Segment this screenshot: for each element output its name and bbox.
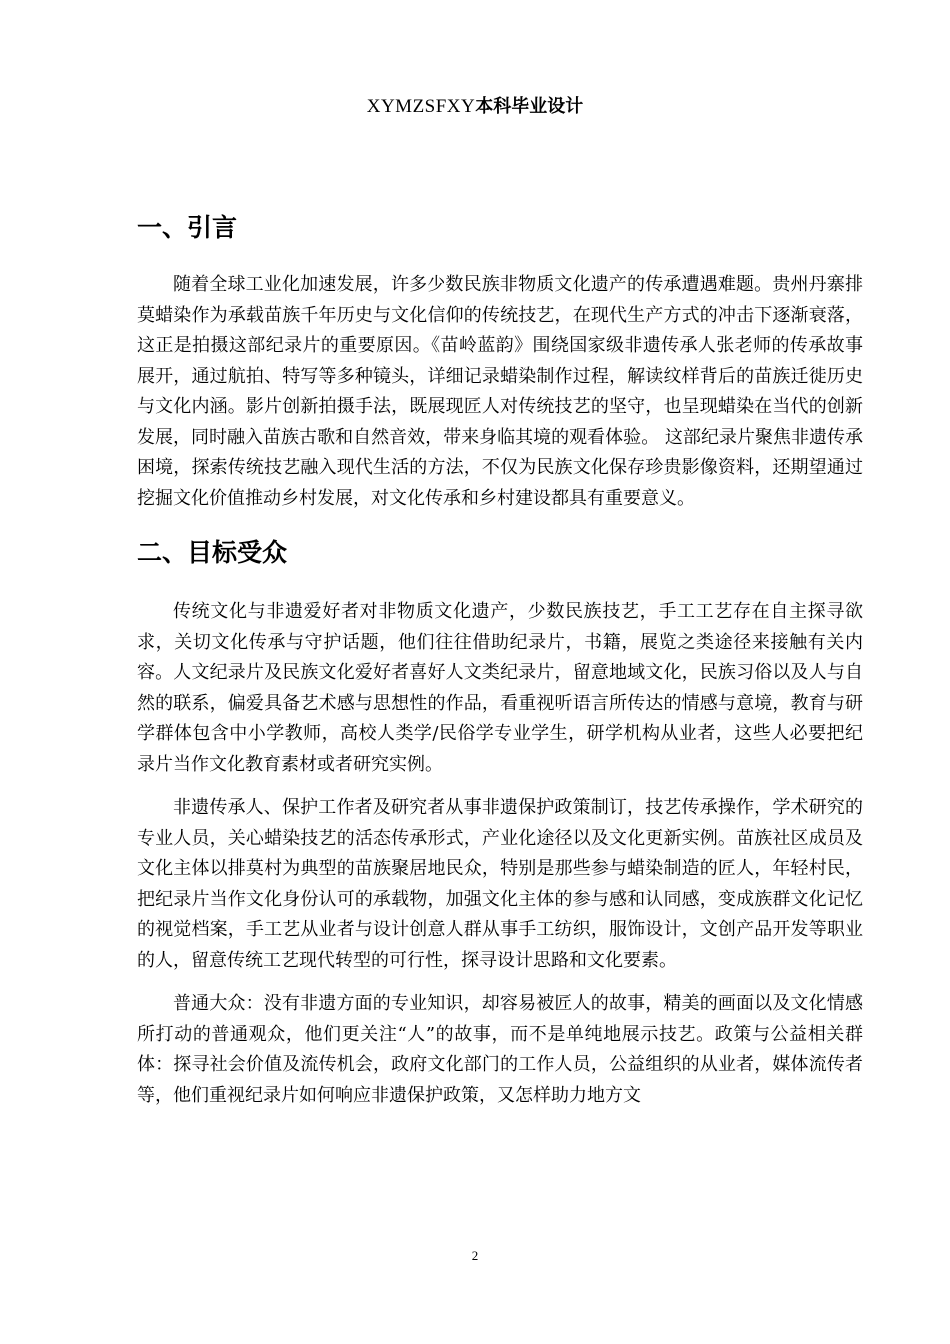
page-header [0, 93, 950, 120]
document-body [137, 208, 863, 1111]
header-title: 本科毕业设计 [475, 96, 584, 117]
section-heading-target-audience: 二、目标受众 [137, 538, 288, 567]
section-heading-introduction: 一、引言 [137, 213, 238, 242]
audience-paragraph-1: 传统文化与非遗爱好者对非物质文化遗产，少数民族技艺，手工工艺存在自主探寻欲求，关切文化传承与守护话题，他们往往借助纪录片，书籍，展览之类途径来接触有关内容。人文纪录片及民族文化爱好者喜好人文类纪录片，留意地域文化，民族习俗以及人与自然的联系，偏爱具备艺术感与思想性的作品，看重视听语言所传达的情感与意境，教育与研学群体包含中小学教师，高校人类学/民俗学专业学生，研学机构从业者，这些人必要把纪录片当作文化教育素材或者研究实例。 [137, 601, 863, 775]
header-code: XYMZSFXY [366, 96, 476, 117]
page-number: 2 [471, 1248, 479, 1263]
audience-paragraph-3: 普通大众：没有非遗方面的专业知识，却容易被匠人的故事，精美的画面以及文化情感所打动的普通观众，他们更关注“人”的故事，而不是单纯地展示技艺。政策与公益相关群体：探寻社会价值及流传机会，政府文化部门的工作人员，公益组织的从业者，媒体流传者等，他们重视纪录片如何响应非遗保护政策，又怎样助力地方文 [137, 993, 863, 1106]
introduction-paragraph: 随着全球工业化加速发展，许多少数民族非物质文化遗产的传承遭遇难题。贵州丹寨排莫蜡染作为承载苗族千年历史与文化信仰的传统技艺，在现代生产方式的冲击下逐渐衰落，这正是拍摄这部纪录片的重要原因。《苗岭蓝韵》围绕国家级非遗传承人张老师的传承故事展开，通过航拍、特写等多种镜头，详细记录蜡染制作过程，解读纹样背后的苗族迁徙历史与文化内涵。影片创新拍摄手法，既展现匠人对传统技艺的坚守，也呈现蜡染在当代的创新发展，同时融入苗族古歌和自然音效，带来身临其境的观看体验。 这部纪录片聚焦非遗传承困境，探索传统技艺融入现代生活的方法，不仅为民族文化保存珍贵影像资料，还期望通过挖掘文化价值推动乡村发展，对文化传承和乡村建设都具有重要意义。 [137, 274, 863, 509]
audience-paragraph-2: 非遗传承人、保护工作者及研究者从事非遗保护政策制订，技艺传承操作，学术研究的专业人员，关心蜡染技艺的活态传承形式，产业化途径以及文化更新实例。苗族社区成员及文化主体以排莫村为典型的苗族聚居地民众，特别是那些参与蜡染制造的匠人，年轻村民，把纪录片当作文化身份认可的承载物，加强文化主体的参与感和认同感，变成族群文化记忆的视觉档案，手工艺从业者与设计创意人群从事手工纺织，服饰设计，文创产品开发等职业的人，留意传统工艺现代转型的可行性，探寻设计思路和文化要素。 [137, 797, 863, 971]
